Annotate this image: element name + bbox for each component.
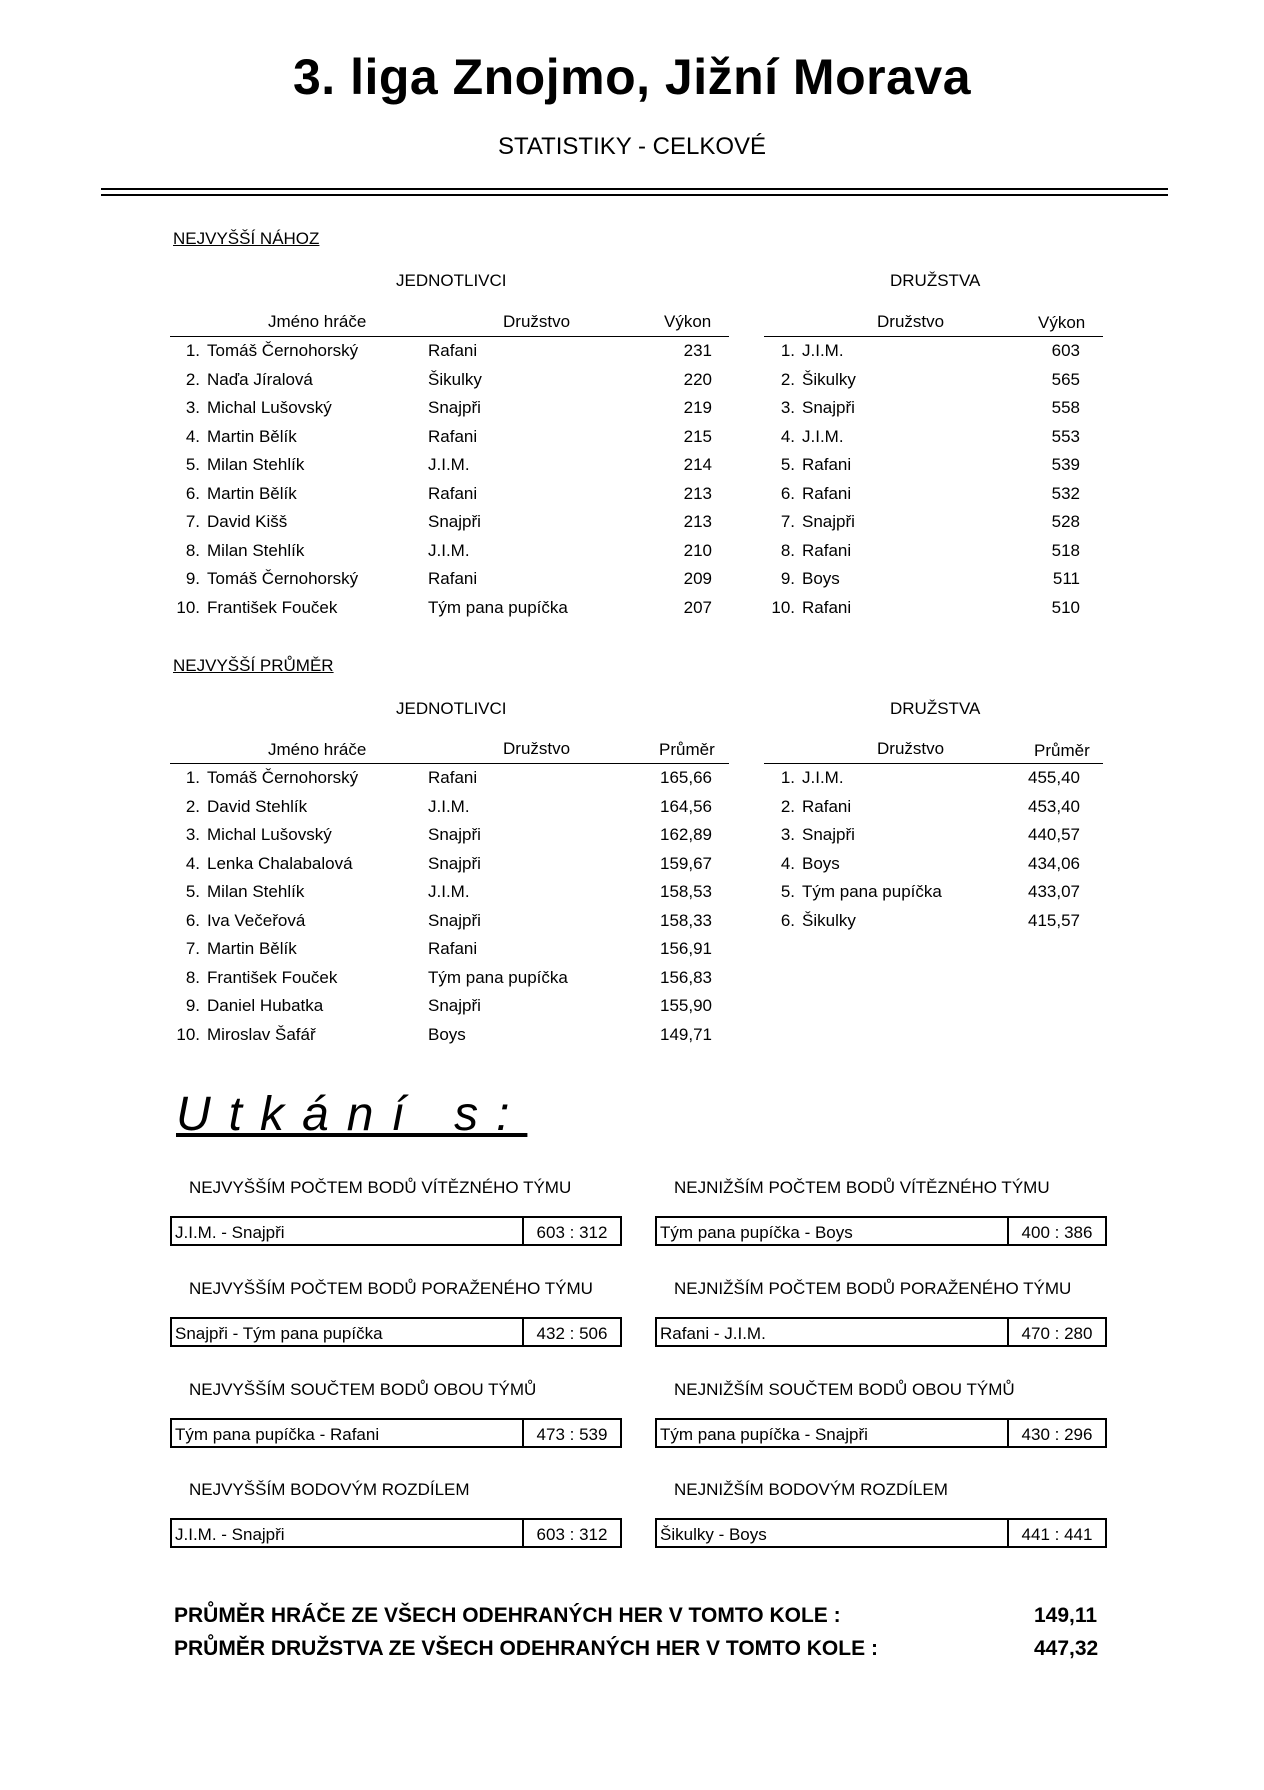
player-average-label: PRŮMĚR HRÁČE ZE VŠECH ODEHRANÝCH HER V TOMTO KOLE :	[174, 1604, 841, 1627]
record-score: 441 : 441	[1021, 1525, 1093, 1544]
row-rank: 4.	[185, 853, 200, 873]
player-team: Rafani	[428, 426, 478, 446]
team-value: 528	[1051, 512, 1080, 531]
row-rank: 7.	[185, 939, 200, 958]
team-value: 603	[1051, 341, 1080, 360]
player-value: 214	[683, 455, 712, 474]
player-value: 158,33	[660, 910, 712, 930]
player-value: 215	[683, 426, 712, 446]
record-match: Tým pana pupíčka - Boys	[660, 1223, 853, 1242]
record-score: 473 : 539	[536, 1425, 608, 1444]
row-rank: 5.	[780, 455, 795, 474]
team-value: 440,57	[1028, 825, 1080, 844]
row-rank: 9.	[185, 996, 200, 1015]
team-value: 511	[1052, 569, 1080, 588]
team-name: J.I.M.	[802, 341, 844, 360]
team-value: 510	[1051, 597, 1080, 617]
player-team: J.I.M.	[428, 540, 470, 560]
team-value: 453,40	[1028, 796, 1080, 816]
row-rank: 6.	[780, 910, 795, 930]
player-value: 149,71	[660, 1024, 712, 1044]
player-name: František Fouček	[207, 597, 338, 617]
header-divider	[101, 194, 1168, 196]
col-player-name: Jméno hráče	[268, 312, 367, 331]
row-rank: 4.	[780, 853, 795, 873]
row-rank: 4.	[780, 426, 795, 446]
team-name: Boys	[802, 853, 840, 873]
player-team: Tým pana pupíčka	[428, 967, 568, 987]
row-rank: 3.	[185, 825, 200, 844]
player-value: 162,89	[660, 825, 712, 844]
team-value: 433,07	[1028, 882, 1080, 901]
player-team: Boys	[428, 1024, 466, 1044]
record-box	[170, 1518, 622, 1548]
row-rank: 6.	[780, 483, 795, 503]
player-value: 213	[683, 483, 712, 503]
player-team: Snajpři	[428, 398, 481, 417]
player-team: Rafani	[428, 483, 478, 503]
table-header-rule	[764, 763, 1103, 764]
player-value: 165,66	[660, 768, 712, 787]
player-value: 209	[683, 569, 712, 588]
record-box	[655, 1418, 1107, 1448]
col-team: Družstvo	[503, 739, 571, 758]
player-name: Milan Stehlík	[207, 455, 305, 474]
col-team: Družstvo	[877, 312, 945, 331]
record-box	[170, 1216, 622, 1246]
team-name: Rafani	[802, 597, 852, 617]
player-team: J.I.M.	[428, 882, 470, 901]
col-value: Průměr	[659, 740, 715, 759]
team-name: Boys	[802, 569, 840, 588]
row-rank: 1.	[185, 341, 200, 360]
record-label: NEJNIŽŠÍM POČTEM BODŮ VÍTĚZNÉHO TÝMU	[674, 1178, 1050, 1197]
team-value: 532	[1051, 483, 1080, 503]
player-value: 159,67	[660, 853, 712, 873]
player-value: 220	[683, 369, 712, 389]
row-rank: 3.	[780, 825, 795, 844]
team-name: Šikulky	[802, 910, 856, 930]
row-rank: 1.	[780, 341, 795, 360]
player-name: Martin Bělík	[207, 483, 297, 503]
player-team: Snajpři	[428, 996, 481, 1015]
player-value: 164,56	[660, 796, 712, 816]
row-rank: 1.	[780, 768, 795, 787]
record-label: NEJNIŽŠÍM SOUČTEM BODŮ OBOU TÝMŮ	[674, 1380, 1015, 1399]
table-header-rule	[764, 336, 1103, 337]
player-name: Martin Bělík	[207, 939, 297, 958]
team-value: 539	[1051, 455, 1080, 474]
team-name: Rafani	[802, 483, 852, 503]
team-name: Rafani	[802, 796, 852, 816]
section-title-naho: NEJVYŠŠÍ NÁHOZ	[173, 229, 320, 248]
section-title-prumer: NEJVYŠŠÍ PRŮMĚR	[173, 656, 334, 675]
player-name: Iva Večeřová	[207, 910, 306, 930]
team-name: Šikulky	[802, 369, 856, 389]
player-name: František Fouček	[207, 967, 338, 987]
row-rank: 3.	[780, 398, 795, 417]
table-header-rule	[170, 763, 729, 764]
record-box	[655, 1317, 1107, 1347]
team-name: Rafani	[802, 455, 852, 474]
player-value: 219	[683, 398, 712, 417]
player-value: 231	[683, 341, 712, 360]
record-match: Tým pana pupíčka - Snajpři	[660, 1425, 868, 1444]
team-name: Rafani	[802, 540, 852, 560]
row-rank: 2.	[780, 369, 795, 389]
row-rank: 5.	[185, 455, 200, 474]
record-match: J.I.M. - Snajpři	[175, 1525, 285, 1544]
col-player-name: Jméno hráče	[268, 740, 367, 759]
row-rank: 7.	[185, 512, 200, 531]
player-team: Snajpři	[428, 825, 481, 844]
player-name: Milan Stehlík	[207, 882, 305, 901]
player-value: 213	[683, 512, 712, 531]
record-box	[170, 1317, 622, 1347]
team-name: Snajpři	[802, 825, 855, 844]
record-match: Rafani - J.I.M.	[660, 1324, 766, 1343]
player-team: J.I.M.	[428, 796, 470, 816]
player-name: Michal Lušovský	[207, 825, 332, 844]
matches-heading: Utkání s:	[176, 1088, 528, 1141]
row-rank: 9.	[185, 569, 200, 588]
player-name: Milan Stehlík	[207, 540, 305, 560]
row-rank: 6.	[185, 910, 200, 930]
row-rank: 8.	[185, 540, 200, 560]
team-value: 518	[1051, 540, 1080, 560]
header-divider	[101, 188, 1168, 190]
player-value: 155,90	[660, 996, 712, 1015]
row-rank: 8.	[185, 967, 200, 987]
player-value: 156,83	[660, 967, 712, 987]
table-header-rule	[170, 336, 729, 337]
team-value: 565	[1051, 369, 1080, 389]
record-label: NEJVYŠŠÍM SOUČTEM BODŮ OBOU TÝMŮ	[189, 1380, 537, 1399]
row-rank: 5.	[185, 882, 200, 901]
teams-heading: DRUŽSTVA	[890, 699, 981, 718]
player-team: Rafani	[428, 768, 478, 787]
col-value: Průměr	[1034, 741, 1090, 760]
record-box	[655, 1518, 1107, 1548]
row-rank: 3.	[185, 398, 200, 417]
player-name: Daniel Hubatka	[207, 996, 324, 1015]
col-team: Družstvo	[877, 739, 945, 758]
player-average-value: 149,11	[1034, 1604, 1098, 1627]
team-name: J.I.M.	[802, 768, 844, 787]
team-value: 415,57	[1028, 910, 1080, 930]
record-label: NEJNIŽŠÍM BODOVÝM ROZDÍLEM	[674, 1480, 948, 1499]
row-rank: 10.	[176, 597, 200, 617]
player-name: Lenka Chalabalová	[207, 853, 353, 873]
record-match: Šikulky - Boys	[660, 1525, 767, 1544]
individuals-heading: JEDNOTLIVCI	[396, 271, 507, 290]
row-rank: 2.	[185, 796, 200, 816]
player-team: Rafani	[428, 341, 478, 360]
row-rank: 5.	[780, 882, 795, 901]
player-team: J.I.M.	[428, 455, 470, 474]
player-name: Tomáš Černohorský	[207, 569, 359, 588]
record-box	[170, 1418, 622, 1448]
player-value: 210	[683, 540, 712, 560]
record-label: NEJVYŠŠÍM POČTEM BODŮ PORAŽENÉHO TÝMU	[189, 1279, 593, 1298]
player-name: Tomáš Černohorský	[207, 768, 359, 787]
team-value: 434,06	[1028, 853, 1080, 873]
col-team: Družstvo	[503, 312, 571, 331]
team-average-value: 447,32	[1034, 1637, 1099, 1660]
row-rank: 9.	[780, 569, 795, 588]
player-value: 158,53	[660, 882, 712, 901]
player-value: 156,91	[660, 939, 712, 958]
team-name: Tým pana pupíčka	[802, 882, 942, 901]
record-label: NEJVYŠŠÍM BODOVÝM ROZDÍLEM	[189, 1480, 470, 1499]
player-name: Martin Bělík	[207, 426, 297, 446]
player-team: Snajpři	[428, 910, 481, 930]
page-title: 3. liga Znojmo, Jižní Morava	[292, 49, 971, 105]
col-value: Výkon	[664, 312, 712, 331]
team-average-label: PRŮMĚR DRUŽSTVA ZE VŠECH ODEHRANÝCH HER V TOMTO KOLE :	[174, 1637, 878, 1660]
row-rank: 2.	[780, 796, 795, 816]
record-score: 470 : 280	[1021, 1324, 1093, 1343]
page-subtitle: STATISTIKY - CELKOVÉ	[497, 133, 767, 160]
player-team: Šikulky	[428, 369, 482, 389]
player-team: Rafani	[428, 939, 478, 958]
player-team: Rafani	[428, 569, 478, 588]
player-team: Snajpři	[428, 853, 481, 873]
record-score: 430 : 296	[1021, 1425, 1093, 1444]
record-score: 603 : 312	[536, 1525, 608, 1544]
row-rank: 7.	[780, 512, 795, 531]
record-label: NEJVYŠŠÍM POČTEM BODŮ VÍTĚZNÉHO TÝMU	[189, 1178, 572, 1197]
row-rank: 2.	[185, 369, 200, 389]
team-value: 455,40	[1028, 768, 1080, 787]
player-name: David Kišš	[207, 512, 288, 531]
row-rank: 10.	[771, 597, 795, 617]
team-value: 553	[1051, 426, 1080, 446]
row-rank: 8.	[780, 540, 795, 560]
player-name: Michal Lušovský	[207, 398, 332, 417]
record-score: 400 : 386	[1021, 1223, 1093, 1242]
record-match: Tým pana pupíčka - Rafani	[175, 1425, 380, 1444]
player-team: Snajpři	[428, 512, 481, 531]
player-name: Tomáš Černohorský	[207, 341, 359, 360]
record-match: Snajpři - Tým pana pupíčka	[175, 1324, 383, 1343]
player-name: David Stehlík	[207, 796, 308, 816]
row-rank: 1.	[185, 768, 200, 787]
row-rank: 4.	[185, 426, 200, 446]
team-name: Snajpři	[802, 398, 855, 417]
record-score: 432 : 506	[536, 1324, 608, 1343]
teams-heading: DRUŽSTVA	[890, 271, 981, 290]
team-name: Snajpři	[802, 512, 855, 531]
record-label: NEJNIŽŠÍM POČTEM BODŮ PORAŽENÉHO TÝMU	[674, 1279, 1072, 1298]
team-value: 558	[1051, 398, 1080, 417]
player-name: Miroslav Šafář	[207, 1024, 316, 1044]
player-name: Naďa Jíralová	[207, 369, 313, 389]
team-name: J.I.M.	[802, 426, 844, 446]
col-value: Výkon	[1038, 313, 1086, 332]
row-rank: 10.	[176, 1024, 200, 1044]
individuals-heading: JEDNOTLIVCI	[396, 699, 507, 718]
record-score: 603 : 312	[536, 1223, 608, 1242]
player-value: 207	[683, 597, 712, 617]
player-team: Tým pana pupíčka	[428, 597, 568, 617]
record-match: J.I.M. - Snajpři	[175, 1223, 285, 1242]
row-rank: 6.	[185, 483, 200, 503]
record-box	[655, 1216, 1107, 1246]
